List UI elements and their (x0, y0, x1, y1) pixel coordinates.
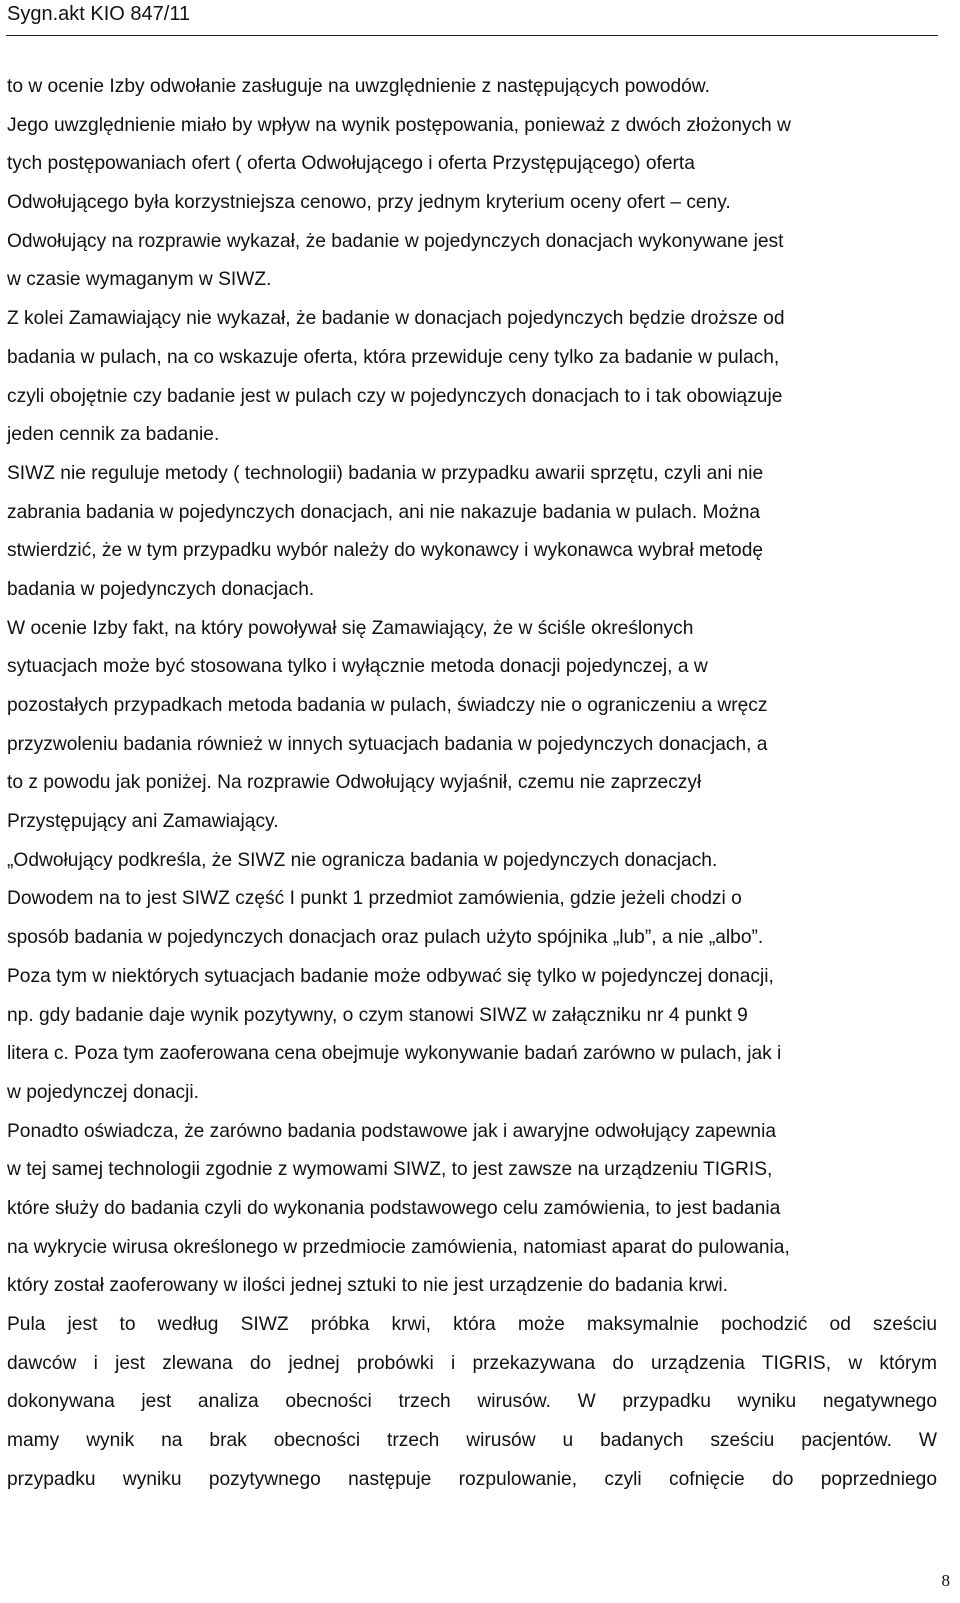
text-line: na wykrycie wirusa określonego w przedmiocie zamówienia, natomiast aparat do pulowania, (7, 1236, 790, 1258)
text-line: np. gdy badanie daje wynik pozytywny, o czym stanowi SIWZ w załączniku nr 4 punkt 9 (7, 1004, 748, 1026)
text-line: tych postępowaniach ofert ( oferta Odwołującego i oferta Przystępującego) oferta (7, 153, 695, 175)
text-line: w pojedynczej donacji. (7, 1081, 199, 1103)
page-number: 8 (941, 1571, 950, 1590)
text-line: Jego uwzględnienie miało by wpływ na wynik postępowania, ponieważ z dwóch złożonych w (7, 114, 791, 136)
text-line: pozostałych przypadkach metoda badania w pulach, świadczy nie o ograniczeniu a wręcz (7, 695, 768, 716)
text-line: Pula jest to według SIWZ próbka krwi, która może maksymalnie pochodzić od sześciu (7, 1314, 937, 1335)
text-line: Ponadto oświadcza, że zarówno badania podstawowe jak i awaryjne odwołujący zapewnia (7, 1120, 777, 1142)
text-line: w czasie wymaganym w SIWZ. (7, 269, 272, 291)
text-line: dawców i jest zlewana do jednej probówki i przekazywana do urządzenia TIGRIS, w którym (7, 1352, 937, 1374)
text-line: W ocenie Izby fakt, na który powoływał się Zamawiający, że w ściśle określonych (7, 617, 694, 639)
text-line: dokonywana jest analiza obecności trzech wirusów. W przypadku wyniku negatywnego (7, 1391, 937, 1413)
text-line: to z powodu jak poniżej. Na rozprawie Odwołujący wyjaśnił, czemu nie zaprzeczył (7, 772, 702, 794)
text-line: badania w pojedynczych donacjach. (7, 578, 315, 600)
text-line: Z kolei Zamawiający nie wykazał, że badanie w donacjach pojedynczych będzie droższe od (7, 308, 785, 330)
text-line: czyli obojętnie czy badanie jest w pulach czy w pojedynczych donacjach to i tak obowiązuje (7, 385, 783, 407)
text-line: jeden cennik za badanie. (7, 424, 220, 446)
text-line: przypadku wyniku pozytywnego następuje rozpulowanie, czyli cofnięcie do poprzedniego (7, 1468, 937, 1490)
text-line: mamy wynik na brak obecności trzech wirusów u badanych sześciu pacjentów. W (7, 1430, 937, 1452)
text-line: to w ocenie Izby odwołanie zasługuje na uwzględnienie z następujących powodów. (7, 76, 710, 97)
text-line: sposób badania w pojedynczych donacjach oraz pulach użyto spójnika „lub”, a nie „albo”. (7, 927, 764, 949)
text-line: Odwołujący na rozprawie wykazał, że badanie w pojedynczych donacjach wykonywane jest (7, 230, 784, 252)
text-line: Poza tym w niektórych sytuacjach badanie może odbywać się tylko w pojedynczej donacji, (7, 965, 774, 987)
text-line: zabrania badania w pojedynczych donacjach, ani nie nakazuje badania w pulach. Można (7, 501, 761, 523)
document-body (7, 68, 937, 1499)
text-line: stwierdzić, że w tym przypadku wybór należy do wykonawcy i wykonawca wybrał metodę (7, 540, 764, 562)
text-line: litera c. Poza tym zaoferowana cena obejmuje wykonywanie badań zarówno w pulach, jak i (7, 1043, 782, 1065)
case-reference-header: Sygn.akt KIO 847/11 (7, 3, 191, 25)
text-line: SIWZ nie reguluje metody ( technologii) badania w przypadku awarii sprzętu, czyli ani nie (7, 462, 764, 484)
text-line: Przystępujący ani Zamawiający. (7, 811, 279, 833)
text-line: który został zaoferowany w ilości jednej sztuki to nie jest urządzenie do badania krwi. (7, 1275, 728, 1297)
text-line: przyzwoleniu badania również w innych sytuacjach badania w pojedynczych donacjach, a (7, 733, 768, 755)
text-line: Odwołującego była korzystniejsza cenowo, przy jednym kryterium oceny ofert – ceny. (7, 192, 731, 214)
header-divider (6, 35, 938, 36)
text-line: Dowodem na to jest SIWZ część I punkt 1 przedmiot zamówienia, gdzie jeżeli chodzi o (7, 888, 742, 910)
text-line: w tej samej technologii zgodnie z wymowami SIWZ, to jest zawsze na urządzeniu TIGRIS, (7, 1159, 773, 1181)
text-line: „Odwołujący podkreśla, że SIWZ nie ogranicza badania w pojedynczych donacjach. (7, 849, 718, 871)
text-line: które służy do badania czyli do wykonania podstawowego celu zamówienia, to jest badania (7, 1197, 781, 1219)
text-line: badania w pulach, na co wskazuje oferta, która przewiduje ceny tylko za badanie w pulach, (7, 346, 780, 368)
text-line: sytuacjach może być stosowana tylko i wyłącznie metoda donacji pojedynczej, a w (7, 656, 708, 678)
